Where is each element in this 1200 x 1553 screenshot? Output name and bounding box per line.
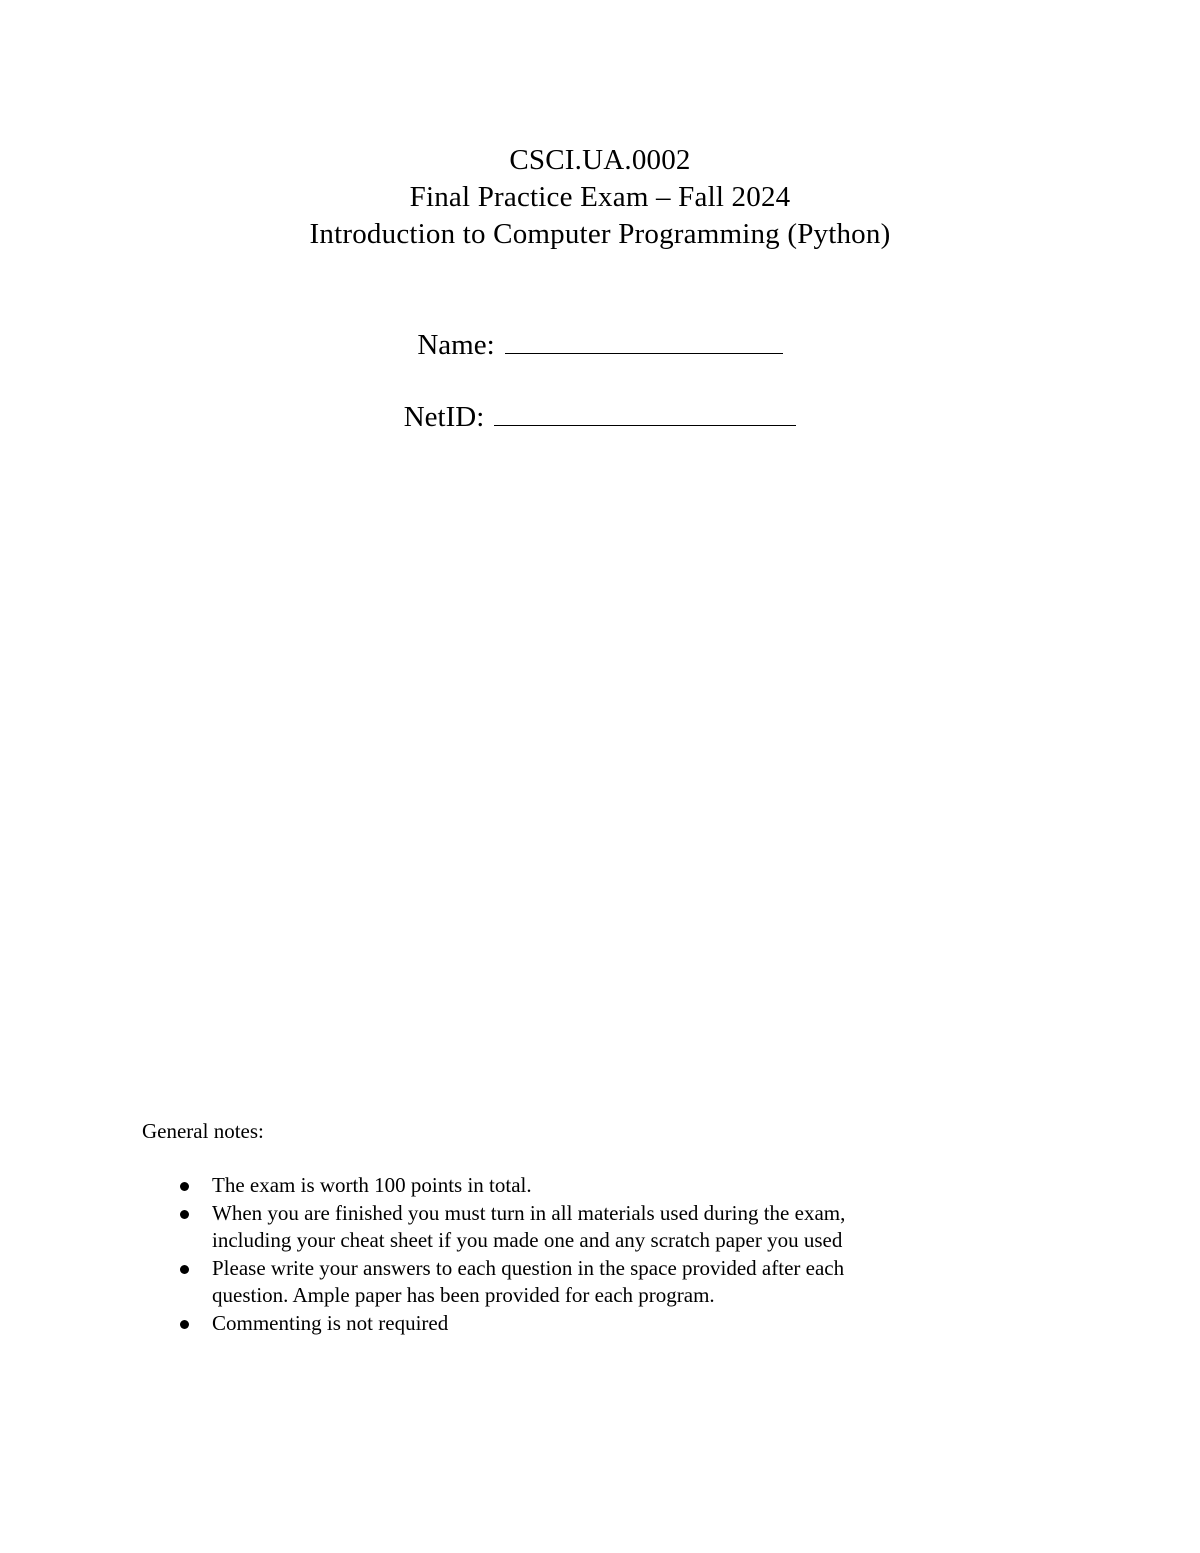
course-title: Introduction to Computer Programming (Python) xyxy=(309,218,891,250)
general-notes-heading: General notes: xyxy=(142,1119,264,1143)
note-line: The exam is worth 100 points in total. xyxy=(212,1173,532,1197)
note-item xyxy=(142,1200,1022,1255)
bullet-icon xyxy=(180,1265,189,1274)
course-code: CSCI.UA.0002 xyxy=(509,144,691,176)
note-line: question. Ample paper has been provided for each program. xyxy=(212,1283,715,1307)
note-item xyxy=(142,1310,1022,1338)
exam-header xyxy=(0,142,1200,253)
note-line: including your cheat sheet if you made one and any scratch paper you used xyxy=(212,1228,843,1252)
note-line: Please write your answers to each question in the space provided after each xyxy=(212,1255,845,1280)
exam-title: Final Practice Exam – Fall 2024 xyxy=(409,181,791,213)
bullet-icon xyxy=(180,1210,189,1219)
netid-field-row xyxy=(0,399,1200,435)
bullet-icon xyxy=(180,1182,189,1191)
note-line: Commenting is not required xyxy=(212,1310,449,1335)
name-field-row xyxy=(0,327,1200,363)
netid-blank-line xyxy=(494,399,796,426)
note-item xyxy=(142,1172,1022,1200)
bullet-icon xyxy=(180,1320,189,1329)
name-label: Name: xyxy=(417,329,495,361)
netid-label: NetID: xyxy=(403,401,485,433)
name-blank-line xyxy=(505,327,783,354)
general-notes-list xyxy=(142,1172,1022,1337)
note-item xyxy=(142,1255,1022,1310)
note-line: When you are finished you must turn in all materials used during the exam, xyxy=(212,1200,846,1225)
